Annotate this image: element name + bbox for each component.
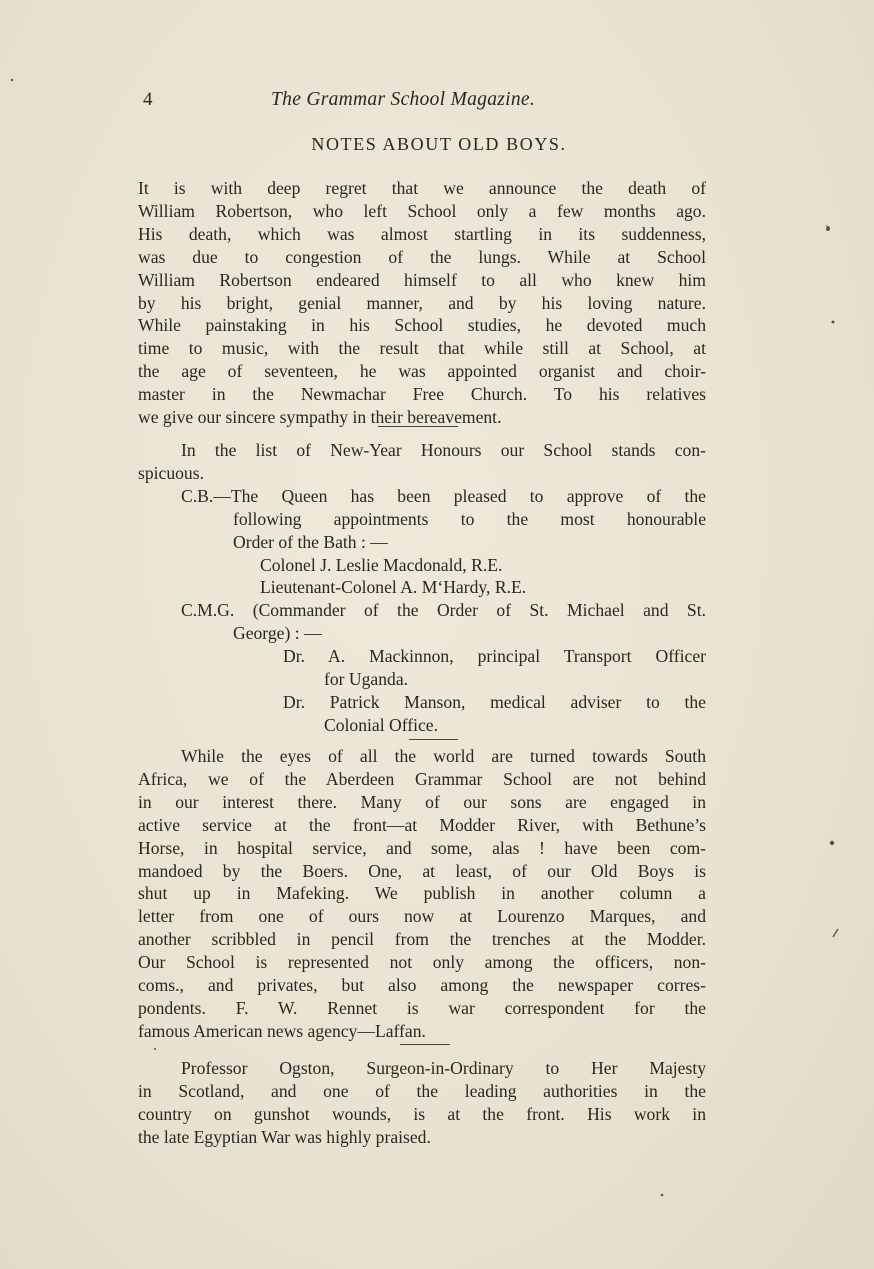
text-line: Professor Ogston, Surgeon-in-Ordinary to Her Majesty	[181, 1058, 706, 1078]
text-line: William Robertson, who left School only a few months ago.	[138, 200, 706, 221]
text-line: another scribbled in pencil from the trenches at the Modder.	[138, 929, 706, 950]
speck	[154, 1048, 156, 1050]
text-line: the late Egyptian War was highly praised.	[138, 1126, 431, 1147]
text-line: time to music, with the result that while still at School, at	[138, 338, 706, 359]
text-line: Africa, we of the Aberdeen Grammar School are not behind	[138, 768, 706, 789]
text-line: George) : —	[233, 623, 322, 644]
honour-name: Colonel J. Leslie Macdonald, R.E.	[260, 554, 503, 575]
text-line: It is with deep regret that we announce the death of	[138, 178, 706, 198]
text-line: His death, which was almost startling in its suddenness,	[138, 223, 706, 244]
text-line: pondents. F. W. Rennet is war correspondent for the	[138, 997, 706, 1018]
text-line: shut up in Mafeking. We publish in another column a	[138, 883, 706, 904]
running-title: The Grammar School Magazine.	[271, 89, 536, 110]
text-line: letter from one of ours now at Lourenzo Marques, and	[138, 906, 706, 927]
text-line: the age of seventeen, he was appointed organist and choir-	[138, 361, 706, 382]
speck	[832, 321, 835, 324]
text-line: C.B.—The Queen has been pleased to approve of the	[181, 485, 706, 506]
honour-name: Dr. Patrick Manson, medical adviser to the	[283, 691, 706, 712]
honour-name: Lieutenant-Colonel A. M‘Hardy, R.E.	[260, 577, 527, 598]
text-line: active service at the front—at Modder River, with Bethune’s	[138, 814, 706, 835]
text-line: we give our sincere sympathy in their bereavement.	[138, 407, 502, 428]
honour-name: for Uganda.	[324, 669, 409, 690]
text-line: William Robertson endeared himself to all who knew him	[138, 269, 706, 290]
text-line: C.M.G. (Commander of the Order of St. Michael and St.	[181, 600, 706, 621]
honour-name: Dr. A. Mackinnon, principal Transport Officer	[283, 646, 706, 667]
text-line: by his bright, genial manner, and by his loving nature.	[138, 292, 706, 313]
text-line: country on gunshot wounds, is at the front. His work in	[138, 1103, 706, 1124]
speck	[833, 929, 838, 937]
text-line: Our School is represented not only among the officers, non-	[138, 952, 706, 973]
section-title-text: NOTES ABOUT OLD BOYS.	[311, 134, 567, 154]
speck	[661, 1194, 664, 1197]
page-number: 4	[143, 89, 153, 110]
text-line: Order of the Bath : —	[233, 531, 388, 552]
honour-name: Colonial Office.	[324, 714, 439, 735]
speck	[11, 79, 13, 81]
text-line: famous American news agency—Laffan.	[138, 1020, 426, 1041]
text-line: was due to congestion of the lungs. While at School	[138, 246, 706, 267]
text-line: master in the Newmachar Free Church. To his relatives	[138, 384, 706, 405]
text-line: While the eyes of all the world are turned towards South	[181, 746, 706, 766]
text-line: coms., and privates, but also among the newspaper corres-	[138, 975, 706, 996]
text-line: Horse, in hospital service, and some, alas ! have been com-	[138, 837, 706, 858]
text-line: In the list of New-Year Honours our School stands con-	[181, 440, 706, 460]
text-line: in our interest there. Many of our sons are engaged in	[138, 791, 706, 812]
speck	[830, 841, 834, 845]
text-line: following appointments to the most honourable	[233, 508, 706, 529]
text-line: While painstaking in his School studies, he devoted much	[138, 315, 706, 336]
text-line: in Scotland, and one of the leading authorities in the	[138, 1080, 706, 1101]
text-line: spicuous.	[138, 462, 204, 483]
text-line: mandoed by the Boers. One, at least, of our Old Boys is	[138, 860, 706, 881]
